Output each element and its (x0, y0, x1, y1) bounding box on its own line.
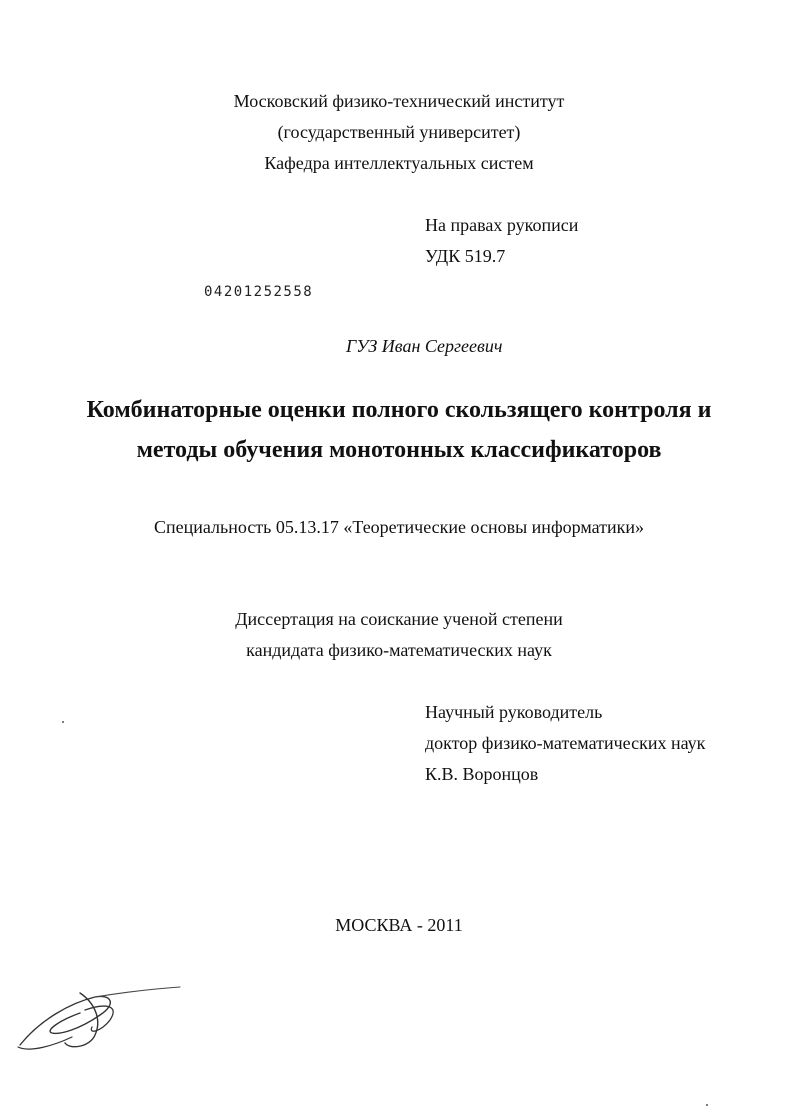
supervisor-degree: доктор физико-математических наук (425, 733, 706, 753)
dissertation-title-line1: Комбинаторные оценки полного скользящего контроля и (86, 397, 712, 423)
author-name: ГУЗ Иван Сергеевич (346, 336, 503, 356)
specialty: Специальность 05.13.17 «Теоретические основы информатики» (154, 517, 644, 537)
city-year: МОСКВА - 2011 (335, 915, 463, 935)
degree-line1: Диссертация на соискание ученой степени (235, 609, 563, 629)
archive-number: 04201252558 (204, 284, 314, 300)
supervisor-name: К.В. Воронцов (425, 764, 539, 784)
institution-status: (государственный университет) (277, 122, 521, 142)
dissertation-title-line2: методы обучения монотонных классификаторов (136, 437, 662, 463)
degree-line2: кандидата физико-математических наук (246, 640, 552, 660)
department-name: Кафедра интеллектуальных систем (264, 153, 534, 173)
scan-speck (706, 1104, 708, 1106)
udc-code: УДК 519.7 (425, 246, 506, 266)
manuscript-rights: На правах рукописи (425, 215, 579, 235)
handwritten-signature (10, 975, 200, 1065)
institution-name: Московский физико-технический институт (233, 91, 565, 111)
supervisor-label: Научный руководитель (425, 702, 603, 722)
scan-speck (62, 721, 64, 723)
